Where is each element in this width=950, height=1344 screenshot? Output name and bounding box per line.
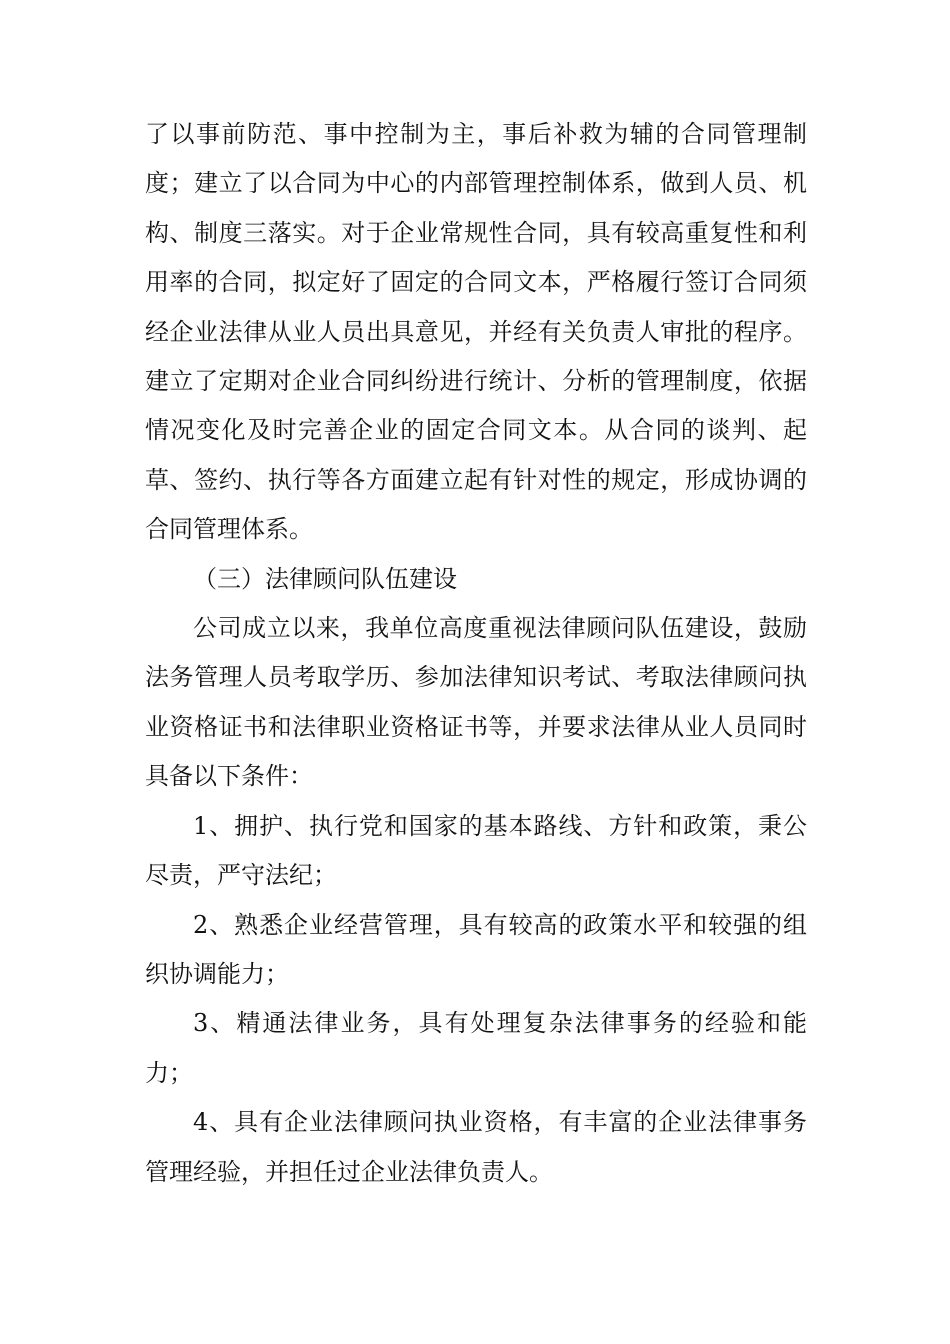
list-item-condition-2: 2、熟悉企业经营管理，具有较高的政策水平和较强的组织协调能力；: [145, 910, 807, 988]
list-item-condition-3: 3、精通法律业务，具有处理复杂法律事务的经验和能力；: [145, 1009, 807, 1087]
paragraph-contract-management: 了以事前防范、事中控制为主，事后补救为辅的合同管理制度；建立了以合同为中心的内部管理控制体系，做到人员、机构、制度三落实。对于企业常规性合同，具有较高重复性和利用率的合同，拟定好了固定的合同文本，严格履行签订合同须经企业法律从业人员出具意见，并经有关负责人审批的程序。建立了定期对企业合同纠纷进行统计、分析的管理制度，依据情况变化及时完善企业的固定合同文本。从合同的谈判、起草、签约、执行等各方面建立起有针对性的规定，形成协调的合同管理体系。: [145, 120, 807, 544]
list-item-condition-1: 1、拥护、执行党和国家的基本路线、方针和政策，秉公尽责，严守法纪；: [145, 811, 807, 890]
paragraph-legal-team-building: 公司成立以来，我单位高度重视法律顾问队伍建设，鼓励法务管理人员考取学历、参加法律知识考试、考取法律顾问执业资格证书和法律职业资格证书等，并要求法律从业人员同时具备以下条件：: [145, 614, 807, 791]
document-body: [145, 110, 807, 1197]
list-item-condition-4: 4、具有企业法律顾问执业资格，有丰富的企业法律事务管理经验，并担任过企业法律负责人。: [145, 1108, 807, 1186]
section-heading-legal-team: （三）法律顾问队伍建设: [193, 564, 457, 593]
